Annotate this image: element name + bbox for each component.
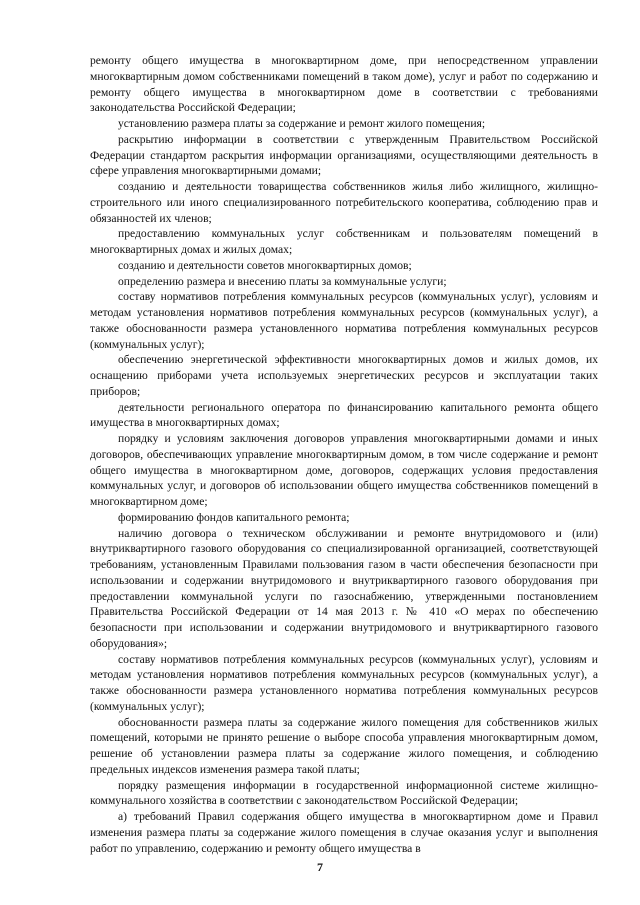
paragraph: созданию и деятельности товарищества собственников жилья либо жилищного, жилищно-строительного или иного специализированного потребительского кооператива, соблюдению прав и обязанностей их членов;: [90, 180, 598, 225]
paragraph: составу нормативов потребления коммунальных ресурсов (коммунальных услуг), условиям и методам установления нормативов потребления коммунальных ресурсов (коммунальных услуг), а также обоснованности размера установленного норматива потребления коммунальных ресурсов (коммунальных услуг);: [90, 652, 598, 713]
paragraph: а) требований Правил содержания общего имущества в многоквартирном доме и Правил изменения размера платы за содержание жилого помещения в случае оказания услуг и выполнения работ по управлению, содержанию и ремонту общего имущества в: [90, 810, 598, 855]
paragraph: формированию фондов капитального ремонта;: [118, 510, 350, 524]
paragraph: составу нормативов потребления коммунальных ресурсов (коммунальных услуг), условиям и методам установления нормативов потребления коммунальных ресурсов (коммунальных услуг), а также обоснованности размера установленного норматива потребления коммунальных ресурсов (коммунальных услуг);: [90, 290, 598, 351]
paragraph: порядку размещения информации в государственной информационной системе жилищно-коммунального хозяйства в соответствии с законодательством Российской Федерации;: [90, 778, 598, 808]
paragraph: установлению размера платы за содержание и ремонт жилого помещения;: [118, 117, 486, 130]
paragraph: созданию и деятельности советов многоквартирных домов;: [118, 258, 412, 272]
page-number: 7: [317, 860, 323, 874]
paragraph: раскрытию информации в соответствии с утвержденным Правительством Российской Федерации стандартом раскрытия информации организациями, осуществляющими деятельность в сфере управления многоквартирными домами;: [90, 132, 598, 178]
paragraph: обеспечению энергетической эффективности многоквартирных домов и жилых домов, их оснащению приборами учета используемых энергетических ресурсов и эксплуатации таких приборов;: [90, 353, 598, 398]
paragraph: деятельности регионального оператора по финансированию капитального ремонта общего имущества в многоквартирных домах;: [90, 400, 598, 430]
document-body: [90, 53, 598, 856]
paragraph-continuation: ремонту общего имущества в многоквартирном доме, при непосредственном управлении многоквартирным домом собственниками помещений в таком доме), услуг и работ по содержанию и ремонту общего имущества в многоквартирном доме в соответствии с требованиями законодательства Российской Федерации;: [90, 54, 598, 115]
paragraph: порядку и условиям заключения договоров управления многоквартирными домами и иных договоров, обеспечивающих управление многоквартирным домом, в том числе содержание и ремонт общего имущества в многоквартирном доме, договоров, содержащих условия предоставления коммунальных услуг, и договоров об использовании общего имущества собственников помещений в многоквартирном доме;: [90, 432, 598, 508]
paragraph: наличию договора о техническом обслуживании и ремонте внутридомового и (или) внутриквартирного газового оборудования со специализированной организацией, соответствующей требованиям, установленным Правилами пользования газом в части обеспечения безопасности при использовании и содержании внутридомового и внутриквартирного газового оборудования при предоставлении коммунальной услуги по газоснабжению, утвержденными постановлением Правительства Российской Федерации от 14 мая 2013 г. № 410 «О мерах по обеспечению безопасности при использовании и содержании внутридомового и внутриквартирного газового оборудования»;: [90, 526, 598, 650]
paragraph: предоставлению коммунальных услуг собственникам и пользователям помещений в многоквартирных домах и жилых домах;: [90, 227, 598, 256]
paragraph: обоснованности размера платы за содержание жилого помещения для собственников жилых помещений, которыми не принято решение о выборе способа управления многоквартирным домом, решение об установлении размера платы за содержание жилого помещения, и соблюдению предельных индексов изменения размера такой платы;: [90, 715, 598, 776]
paragraph: определению размера и внесению платы за коммунальные услуги;: [118, 274, 447, 288]
